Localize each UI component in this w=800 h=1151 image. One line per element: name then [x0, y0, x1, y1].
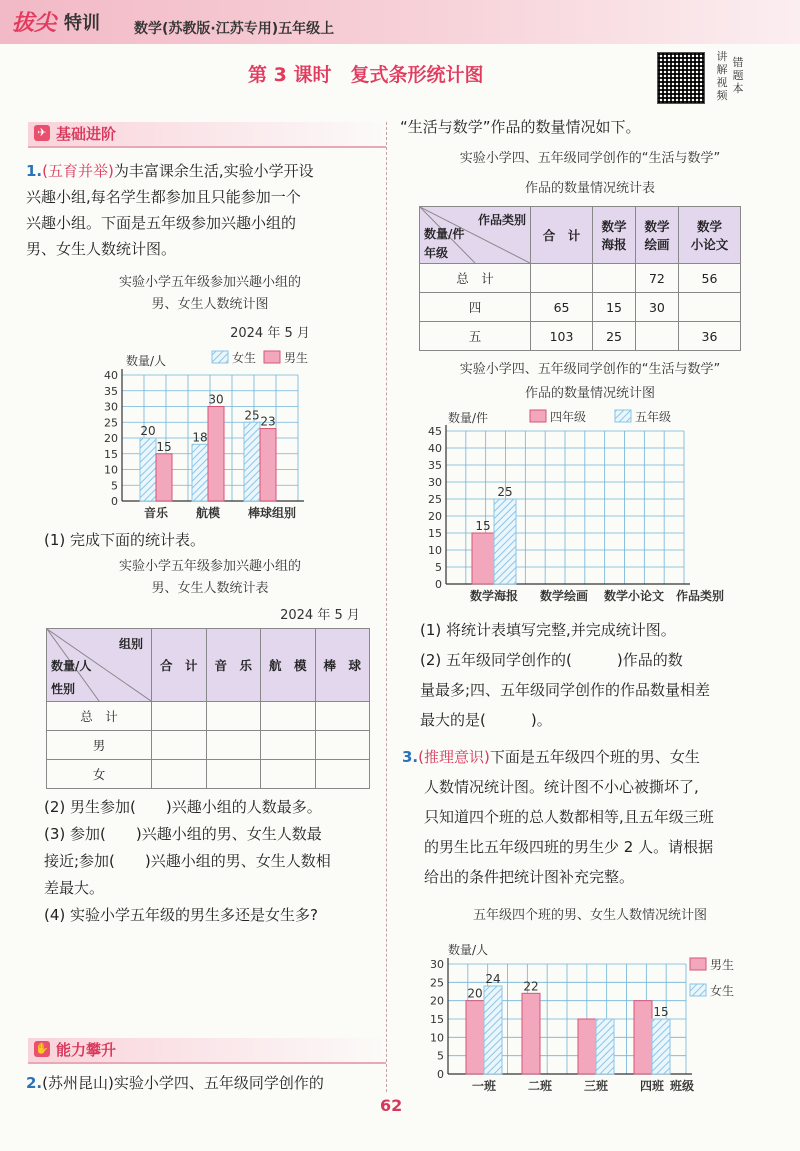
table-row: 总 计 [47, 702, 370, 731]
y-tick-label: 10 [428, 544, 442, 557]
data-label: 20 [467, 986, 483, 1001]
data-label: 25 [497, 485, 513, 499]
bar-男生 [466, 1001, 484, 1074]
table-corner: 组别 数量/人 性别 [47, 629, 152, 702]
x-axis-label: 班级 [670, 1079, 695, 1093]
q2-intro-cont: “生活与数学”作品的数量情况如下。 [400, 118, 641, 136]
page-number: 62 [380, 1096, 403, 1115]
data-label: 23 [260, 414, 276, 429]
q1-chart-title: 实验小学五年级参加兴趣小组的 男、女生人数统计图 [118, 275, 301, 312]
y-tick-label: 40 [104, 369, 118, 382]
data-label: 15 [653, 1005, 669, 1019]
qr-code-icon[interactable] [657, 52, 705, 104]
x-tick-label: 数学小论文 [603, 589, 665, 603]
y-tick-label: 5 [111, 479, 118, 493]
y-axis-label: 数量/人 [448, 943, 489, 957]
bar-男生 [260, 429, 276, 501]
q1-subquestions: (2) 男生参加( )兴趣小组的人数最多。 (3) 参加( )兴趣小组的男、女生人数最 接近;参加( )兴趣小组的男、女生人数相 差最大。 (4) 实验小学五年级的男生多还是女生多? [44, 798, 331, 924]
q3-chart-title: 五年级四个班的男、女生人数情况统计图 [472, 908, 707, 923]
data-label: 15 [156, 439, 172, 454]
legend-label: 四年级 [550, 410, 587, 424]
legend-swatch [530, 410, 546, 422]
x-tick-label: 音乐 [143, 506, 169, 520]
qr-label-right: 错 题 本 [732, 56, 744, 95]
x-tick-label: 航模 [195, 506, 221, 520]
y-tick-label: 30 [104, 400, 118, 414]
page-title: 第 3 课时 复式条形统计图 [248, 64, 484, 86]
y-tick-label: 5 [435, 561, 442, 574]
table-row: 女 [47, 760, 370, 789]
q3-text: 3.(推理意识)下面是五年级四个班的男、女生 人数情况统计图。统计图不小心被撕坏了, 只知道四个班的总人数都相等,且五年级三班 的男生比五年级四班的男生少 2 人。请根据 给出的条件把统计图补充完整。 [402, 748, 714, 886]
data-label: 22 [523, 979, 539, 994]
y-tick-label: 30 [428, 476, 442, 489]
legend-label: 女生 [232, 351, 257, 365]
q2-table-title: 实验小学四、五年级同学创作的“生活与数学” 作品的数量情况统计表 [459, 151, 721, 196]
bar-女生 [596, 1019, 614, 1074]
table-row: 总 计 72 56 [420, 264, 741, 293]
data-label: 25 [244, 408, 260, 423]
x-tick-label: 一班 [471, 1079, 497, 1093]
y-tick-label: 15 [104, 447, 118, 461]
data-label: 18 [192, 430, 208, 445]
header-bar [0, 0, 800, 44]
column-divider [386, 122, 387, 1092]
bar-五年级 [494, 499, 516, 584]
y-axis-label: 数量/件 [448, 411, 489, 425]
y-tick-label: 20 [104, 432, 118, 445]
y-tick-label: 20 [428, 510, 442, 523]
q2-subquestions: (1) 将统计表填写完整,并完成统计图。 (2) 五年级同学创作的( )作品的数 量最多;四、五年级同学创作的作品数量相差 最大的是( )。 [420, 621, 711, 729]
x-tick-label: 二班 [527, 1079, 553, 1093]
hand-icon: ✋ [35, 1042, 49, 1055]
legend-swatch [690, 984, 706, 996]
y-tick-label: 10 [104, 463, 118, 477]
q2-bar-chart [410, 404, 750, 604]
y-tick-label: 25 [430, 976, 444, 990]
bar-女生 [244, 422, 260, 501]
y-tick-label: 0 [111, 495, 118, 508]
y-tick-label: 10 [430, 1031, 444, 1045]
bar-男生 [522, 993, 540, 1074]
data-label: 20 [140, 424, 156, 438]
x-tick-label: 三班 [583, 1079, 609, 1093]
y-tick-label: 25 [428, 493, 442, 506]
q1-table-title: 实验小学五年级参加兴趣小组的 男、女生人数统计表 [118, 559, 301, 596]
section-advanced: ✋ 能力攀升 [28, 1038, 386, 1064]
bar-女生 [140, 438, 156, 501]
legend-label: 五年级 [635, 410, 672, 424]
table-header: 合 计 [152, 629, 207, 702]
table-row: 四 65 15 30 [420, 293, 741, 322]
legend-label: 女生 [710, 984, 735, 998]
x-tick-label: 数学绘画 [539, 589, 589, 603]
bar-男生 [634, 1001, 652, 1074]
legend-swatch [690, 958, 706, 970]
legend-swatch [615, 410, 631, 422]
q1-sub1: (1) 完成下面的统计表。 [44, 531, 206, 549]
legend-label: 男生 [710, 958, 735, 972]
y-tick-label: 20 [430, 994, 444, 1008]
legend-swatch [264, 351, 280, 363]
q1-table [46, 628, 370, 789]
bar-男生 [208, 407, 224, 502]
data-label: 24 [485, 972, 501, 986]
table-corner: 作品类别 数量/件 年级 [420, 207, 531, 264]
bar-女生 [192, 444, 208, 501]
table-header: 航 模 [261, 629, 316, 702]
y-tick-label: 5 [437, 1049, 444, 1063]
q1-text: 1.(五育并举)为丰富课余生活,实验小学开设 兴趣小组,每名学生都参加且只能参加一个 兴趣小组。下面是五年级参加兴趣小组的 男、女生人数统计图。 [26, 162, 314, 258]
legend-label: 男生 [284, 351, 309, 365]
q2-table: 作品类别 数量/件 年级 合 计 数学 海报 数学 绘画 数学 小论文 总 计 72 56 四 65 15 30 五 103 25 36 [419, 206, 741, 351]
table-header: 棒 球 [315, 629, 370, 702]
x-axis-label: 作品类别 [676, 589, 725, 603]
x-tick-label: 数学海报 [469, 589, 519, 603]
q3-bar-chart [410, 938, 760, 1096]
table-row: 男 [47, 731, 370, 760]
bar-四年级 [472, 533, 494, 584]
bar-男生 [578, 1019, 596, 1074]
q2-chart-title: 实验小学四、五年级同学创作的“生活与数学” 作品的数量情况统计图 [459, 362, 721, 401]
bar-女生 [484, 986, 502, 1074]
bar-男生 [156, 454, 172, 501]
book-title: 数学(苏教版·江苏专用)五年级上 [134, 21, 335, 37]
x-tick-label: 四班 [639, 1079, 665, 1093]
y-tick-label: 25 [104, 416, 118, 430]
q1-table-date: 2024 年 5 月 [280, 608, 360, 623]
section-basic: ✈ 基础进阶 [28, 122, 386, 148]
y-axis-label: 数量/人 [126, 354, 167, 368]
y-tick-label: 35 [104, 384, 118, 398]
table-row: 五 103 25 36 [420, 322, 741, 351]
y-tick-label: 40 [428, 442, 442, 455]
qr-label: 讲 解 视 频 [716, 50, 728, 102]
brand-logo: 拔尖 [12, 11, 57, 36]
rocket-icon: ✈ [34, 125, 50, 141]
brand-subtitle: 特训 [64, 13, 100, 34]
x-axis-label: 组别 [272, 506, 297, 520]
y-tick-label: 35 [428, 459, 442, 472]
table-header: 音 乐 [206, 629, 261, 702]
y-tick-label: 0 [435, 578, 442, 591]
y-tick-label: 30 [430, 958, 444, 971]
y-tick-label: 15 [430, 1013, 444, 1026]
q1-chart-date: 2024 年 5 月 [230, 326, 310, 341]
data-label: 15 [475, 519, 491, 533]
q2-intro: 2.(苏州昆山)实验小学四、五年级同学创作的 [26, 1074, 324, 1092]
y-tick-label: 45 [428, 425, 442, 438]
y-tick-label: 0 [437, 1068, 444, 1081]
legend-swatch [212, 351, 228, 363]
x-tick-label: 棒球 [247, 506, 273, 520]
y-tick-label: 15 [428, 527, 442, 540]
bar-女生 [652, 1019, 670, 1074]
data-label: 30 [208, 392, 224, 407]
q1-bar-chart [80, 345, 320, 525]
